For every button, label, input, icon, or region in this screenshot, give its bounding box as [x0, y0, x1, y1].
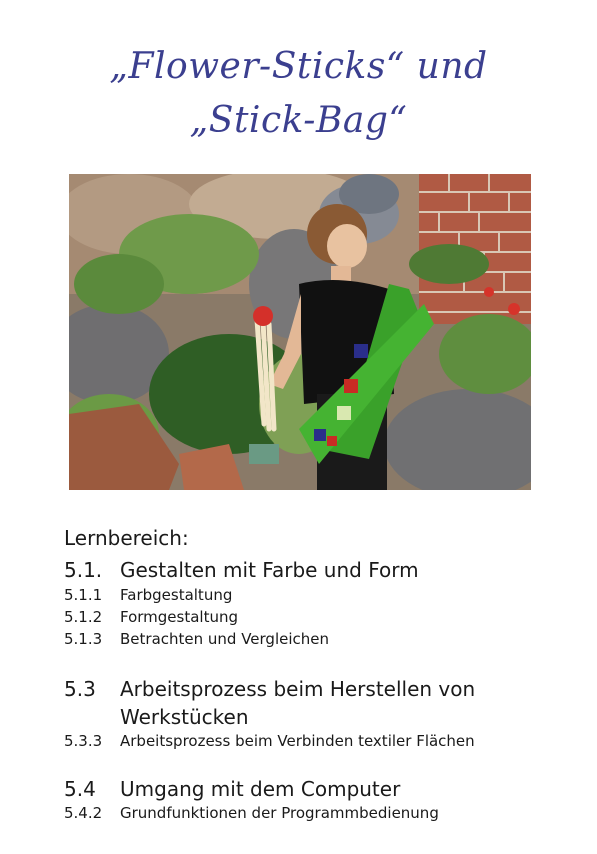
section-title: Gestalten mit Farbe und Form: [120, 558, 419, 582]
item-text: Formgestaltung: [120, 608, 239, 626]
item-text: Grundfunktionen der Programmbedienung: [120, 804, 439, 822]
item-number: 5.1.2: [64, 608, 103, 626]
list-item: [64, 629, 329, 649]
item-number: 5.1.1: [64, 586, 103, 604]
item-text: Farbgestaltung: [120, 586, 233, 604]
list-item: [64, 607, 238, 627]
section-number: 5.1.: [64, 558, 103, 582]
document-title-line-2: „Stick-Bag“: [189, 100, 408, 141]
section-5-1: [64, 557, 419, 583]
item-text: Betrachten und Vergleichen: [120, 630, 330, 648]
section-number: 5.3: [64, 677, 96, 701]
list-item: [64, 731, 475, 751]
section-title: Arbeitsprozess beim Herstellen von: [120, 677, 476, 701]
list-item: [64, 803, 439, 823]
item-number: 5.3.3: [64, 732, 103, 750]
section-title-continued: Werkstücken: [120, 705, 249, 729]
section-title: Umgang mit dem Computer: [120, 777, 401, 801]
boy-with-flower-sticks-photo: [69, 174, 531, 490]
section-number: 5.4: [64, 777, 96, 801]
item-text: Arbeitsprozess beim Verbinden textiler Flächen: [120, 732, 475, 750]
section-5-3: [64, 676, 475, 702]
document-title-line-1: „Flower-Sticks“ und: [109, 46, 488, 87]
item-number: 5.4.2: [64, 804, 103, 822]
section-5-4: [64, 776, 400, 802]
list-item: [64, 585, 232, 605]
item-number: 5.1.3: [64, 630, 103, 648]
learning-area-heading: Lernbereich:: [64, 526, 189, 550]
